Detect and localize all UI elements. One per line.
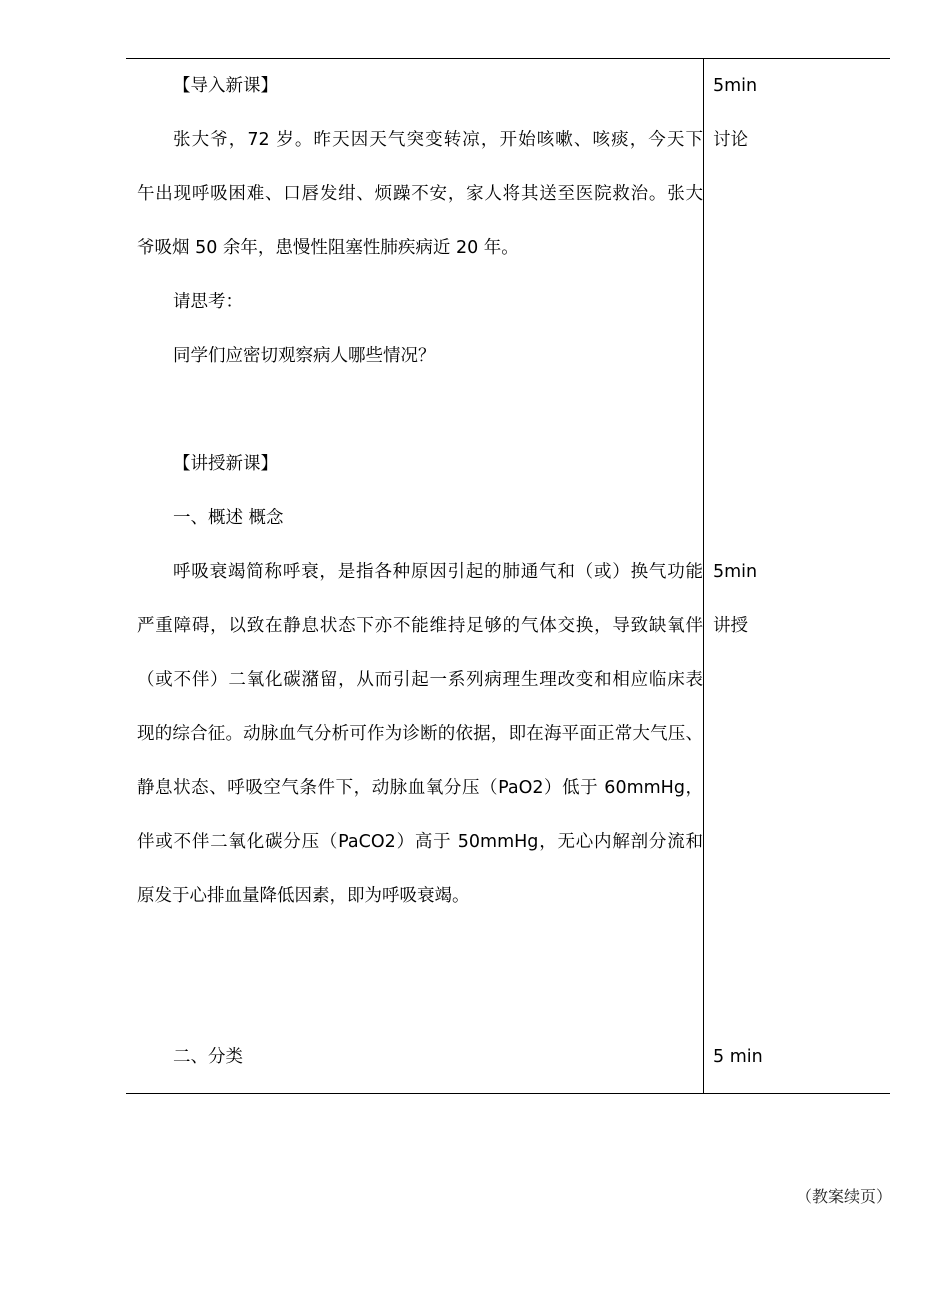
table-top-border bbox=[126, 58, 890, 59]
definition-line: 伴或不伴二氧化碳分压（PaCO2）高于 50mmHg，无心内解剖分流和 bbox=[137, 832, 703, 852]
definition-line: 现的综合征。动脉血气分析可作为诊断的依据，即在海平面正常大气压、 bbox=[137, 724, 703, 744]
intro-method: 讨论 bbox=[713, 130, 748, 150]
column-divider bbox=[703, 58, 704, 1093]
lecture-method: 讲授 bbox=[713, 616, 748, 636]
section-title-overview: 一、概述 概念 bbox=[173, 508, 284, 528]
page-footer: （教案续页） bbox=[795, 1187, 892, 1206]
definition-line: 严重障碍，以致在静息状态下亦不能维持足够的气体交换，导致缺氧伴 bbox=[137, 616, 703, 636]
lecture-heading: 【讲授新课】 bbox=[173, 454, 278, 474]
case-line: 张大爷，72 岁。昨天因天气突变转凉，开始咳嗽、咳痰，今天下 bbox=[173, 130, 703, 150]
lecture-time: 5min bbox=[713, 562, 758, 582]
think-prompt: 请思考： bbox=[173, 292, 243, 312]
case-line: 午出现呼吸困难、口唇发绀、烦躁不安，家人将其送至医院救治。张大 bbox=[137, 184, 703, 204]
intro-time: 5min bbox=[713, 76, 758, 96]
intro-heading: 【导入新课】 bbox=[173, 76, 278, 96]
table-bottom-border bbox=[126, 1093, 890, 1094]
section-title-classification: 二、分类 bbox=[173, 1047, 243, 1067]
case-line: 爷吸烟 50 余年，患慢性阻塞性肺疾病近 20 年。 bbox=[137, 238, 519, 258]
definition-line: 原发于心排血量降低因素，即为呼吸衰竭。 bbox=[137, 886, 470, 906]
classify-time: 5 min bbox=[713, 1047, 763, 1067]
definition-line: 呼吸衰竭简称呼衰，是指各种原因引起的肺通气和（或）换气功能 bbox=[173, 562, 703, 582]
discussion-question: 同学们应密切观察病人哪些情况？ bbox=[173, 346, 436, 366]
definition-line: 静息状态、呼吸空气条件下，动脉血氧分压（PaO2）低于 60mmHg， bbox=[137, 778, 703, 798]
definition-line: （或不伴）二氧化碳潴留，从而引起一系列病理生理改变和相应临床表 bbox=[137, 670, 703, 690]
